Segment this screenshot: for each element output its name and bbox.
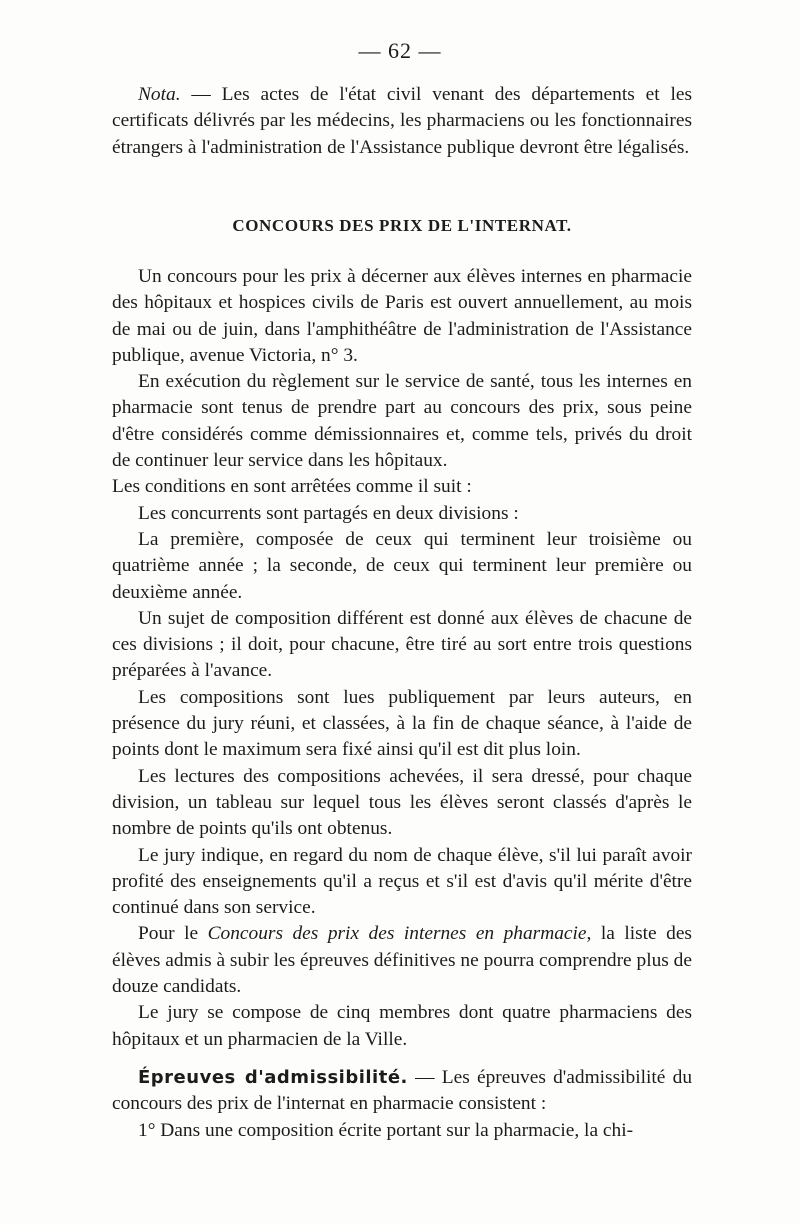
paragraph-lectures: Les lectures des compositions achevées, il sera dressé, pour chaque division, un tableau sur lequel tous les élèves seront classés d'après le nombre de points qu'ils ont obtenus. (112, 765, 692, 840)
paragraph-conditions: Les conditions en sont arrêtées comme il suit : (112, 476, 472, 498)
body-text (112, 264, 692, 1144)
paragraph-concours: Un concours pour les prix à décerner aux élèves internes en pharmacie des hôpitaux et hospices civils de Paris est ouvert annuellement, au mois de mai ou de juin, dans l'amphithéâtre de l'administration de l'Assistance publique, avenue Victoria, n° 3. (112, 266, 692, 366)
paragraph-jury: Le jury se compose de cinq membres dont quatre pharmaciens des hôpitaux et un pharmacien de la Ville. (112, 1002, 692, 1050)
prix-italic: Concours des prix des internes en pharmacie (207, 923, 587, 945)
paragraph-divisions: Les concurrents sont partagés en deux divisions : (138, 502, 519, 524)
paragraph-jury-indique: Le jury indique, en regard du nom de chaque élève, s'il lui paraît avoir profité des enseignements qu'il a reçus et s'il est d'avis qu'il mérite d'être continué dans son service. (112, 844, 692, 919)
prix-after: , la liste des élèves admis à subir les épreuves définitives ne pourra comprendre plus de douze candidats. (112, 923, 692, 998)
paragraph-epreuves (112, 1065, 692, 1118)
epreuves-label: Épreuves d'admissibilité. (138, 1066, 408, 1088)
paragraph-last-line: 1° Dans une composition écrite portant sur la pharmacie, la chi- (138, 1119, 634, 1141)
section-heading: CONCOURS DES PRIX DE L'INTERNAT. (232, 216, 572, 235)
prix-before: Pour le (138, 923, 208, 945)
paragraph-premiere: La première, composée de ceux qui terminent leur troisième ou quatrième année ; la seconde, de ceux qui terminent leur première ou deuxième année. (112, 528, 692, 603)
paragraph-execution: En exécution du règlement sur le service de santé, tous les internes en pharmacie sont tenus de prendre part au concours des prix, sous peine d'être considérés comme démissionnaires et, comme tels, privés du droit de continuer leur service dans les hôpitaux. (112, 371, 692, 472)
nota-text: — Les actes de l'état civil venant des départements et les certificats délivrés par les médecins, les pharmaciens ou les fonctionnaires étrangers à l'administration de l'Assistance publique devront être légalisés. (112, 84, 692, 158)
paragraph-gap (112, 1053, 692, 1065)
paragraph-prix (112, 921, 692, 1000)
nota-label: Nota. (138, 84, 181, 105)
nota-paragraph (112, 82, 692, 161)
paragraph-sujet: Un sujet de composition différent est donné aux élèves de chacune de ces divisions ; il doit, pour chacune, être tiré au sort entre trois questions préparées à l'avance. (112, 607, 692, 682)
page-number: — 62 — (358, 38, 442, 63)
nota-block (112, 82, 692, 161)
paragraph-compositions: Les compositions sont lues publiquement par leurs auteurs, en présence du jury réuni, et classées, à la fin de chaque séance, à l'aide de points dont le maximum sera fixé ainsi qu'il est dit plus loin. (112, 686, 692, 761)
epreuves-text: — Les épreuves d'admissibilité du concours des prix de l'internat en pharmacie consistent : (112, 1066, 693, 1115)
